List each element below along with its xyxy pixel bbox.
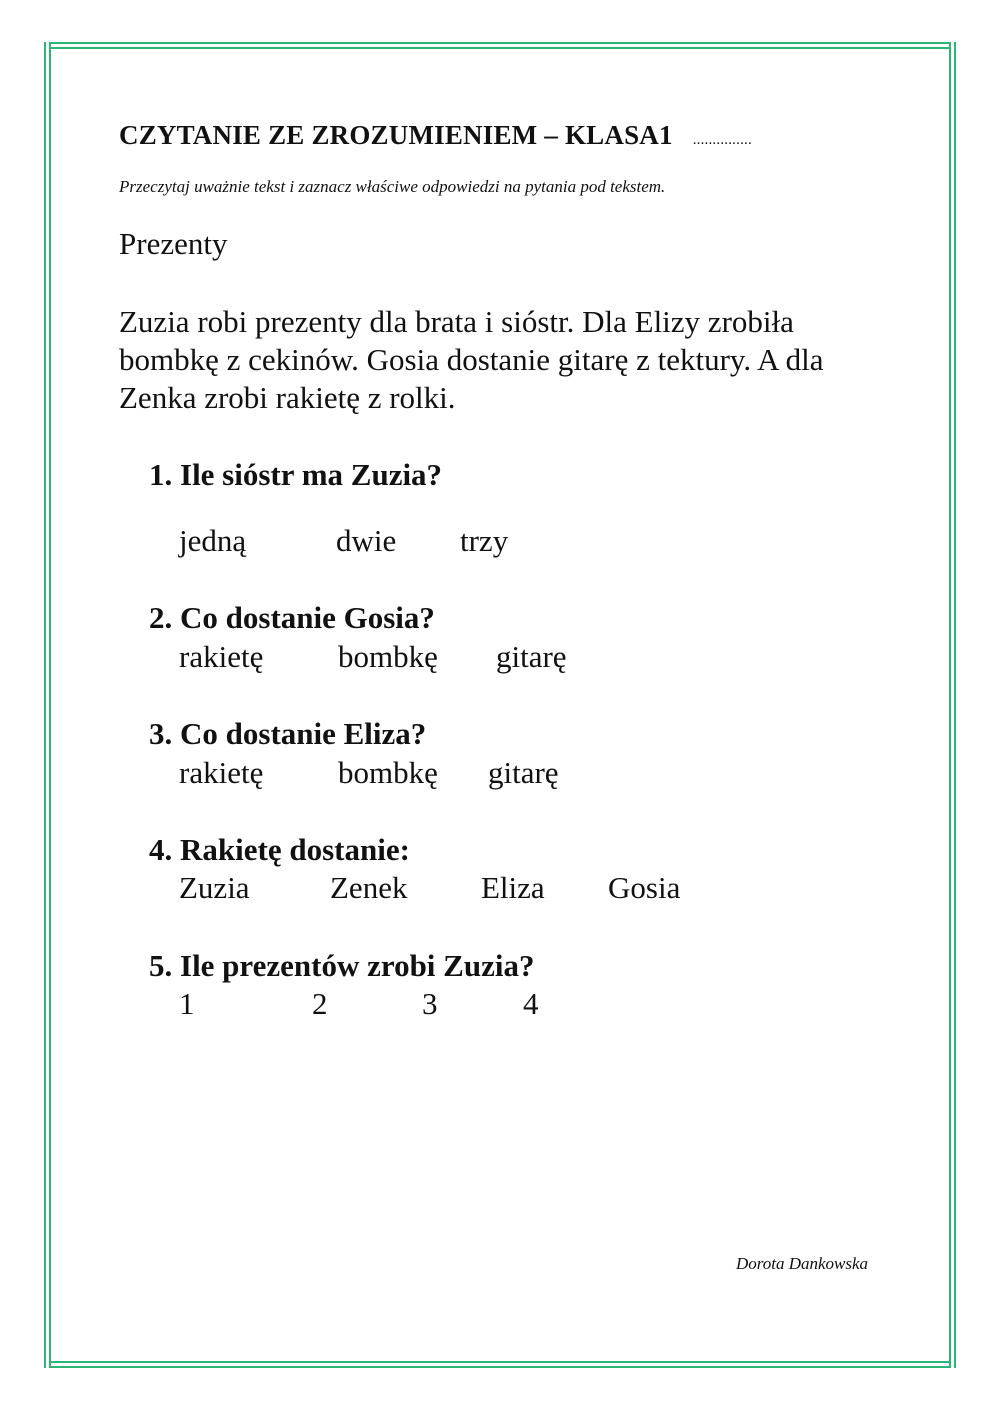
answers-5: [179, 986, 879, 1026]
question-number: 5.: [149, 948, 173, 983]
answers-4: [179, 870, 879, 910]
question-5: [149, 948, 534, 984]
question-text: Rakietę dostanie:: [180, 832, 410, 867]
question-3: [149, 716, 426, 752]
title-text: CZYTANIE ZE ZROZUMIENIEM – KLASA1: [119, 120, 673, 150]
question-number: 3.: [149, 716, 173, 751]
answer-option[interactable]: Zenek: [330, 870, 408, 905]
answer-option[interactable]: jedną: [179, 523, 247, 558]
story-text: Zuzia robi prezenty dla brata i sióstr. Dla Elizy zrobiła bombkę z cekinów. Gosia dostanie gitarę z tektury. A dla Zenka zrobi rakietę z rolki.: [119, 304, 824, 415]
answer-option[interactable]: 3: [422, 986, 438, 1021]
answers-2: [179, 639, 879, 679]
question-2: [149, 600, 435, 636]
author-signature: Dorota Dankowska: [736, 1254, 869, 1273]
border-left: [44, 42, 51, 1368]
question-text: Ile prezentów zrobi Zuzia?: [180, 948, 535, 983]
answer-option[interactable]: 4: [523, 986, 539, 1021]
answer-option[interactable]: Gosia: [608, 870, 681, 905]
answer-option[interactable]: 1: [179, 986, 195, 1021]
question-number: 1.: [149, 457, 173, 492]
answer-option[interactable]: rakietę: [179, 755, 264, 790]
question-number: 2.: [149, 600, 173, 635]
answer-option[interactable]: dwie: [336, 523, 397, 558]
name-blank: ...............: [692, 132, 752, 148]
answers-1: [179, 523, 879, 563]
answer-option[interactable]: rakietę: [179, 639, 264, 674]
answer-option[interactable]: gitarę: [488, 755, 559, 790]
border-top: [44, 42, 956, 49]
question-text: Co dostanie Gosia?: [180, 600, 435, 635]
question-1: [149, 457, 442, 493]
question-text: Co dostanie Eliza?: [180, 716, 427, 751]
border-right: [949, 42, 956, 1368]
instruction-text: Przeczytaj uważnie tekst i zaznacz właściwe odpowiedzi na pytania pod tekstem.: [119, 177, 666, 196]
answer-option[interactable]: gitarę: [496, 639, 567, 674]
answer-option[interactable]: 2: [312, 986, 328, 1021]
question-4: [149, 832, 410, 868]
border-bottom: [44, 1361, 956, 1368]
question-number: 4.: [149, 832, 173, 867]
story-title: Prezenty: [119, 226, 228, 261]
answer-option[interactable]: trzy: [460, 523, 509, 558]
answer-option[interactable]: Zuzia: [179, 870, 250, 905]
answer-option[interactable]: Eliza: [481, 870, 545, 905]
answers-3: [179, 755, 879, 795]
answer-option[interactable]: bombkę: [338, 755, 438, 790]
worksheet-title: [119, 120, 752, 151]
answer-option[interactable]: bombkę: [338, 639, 438, 674]
question-text: Ile sióstr ma Zuzia?: [180, 457, 443, 492]
